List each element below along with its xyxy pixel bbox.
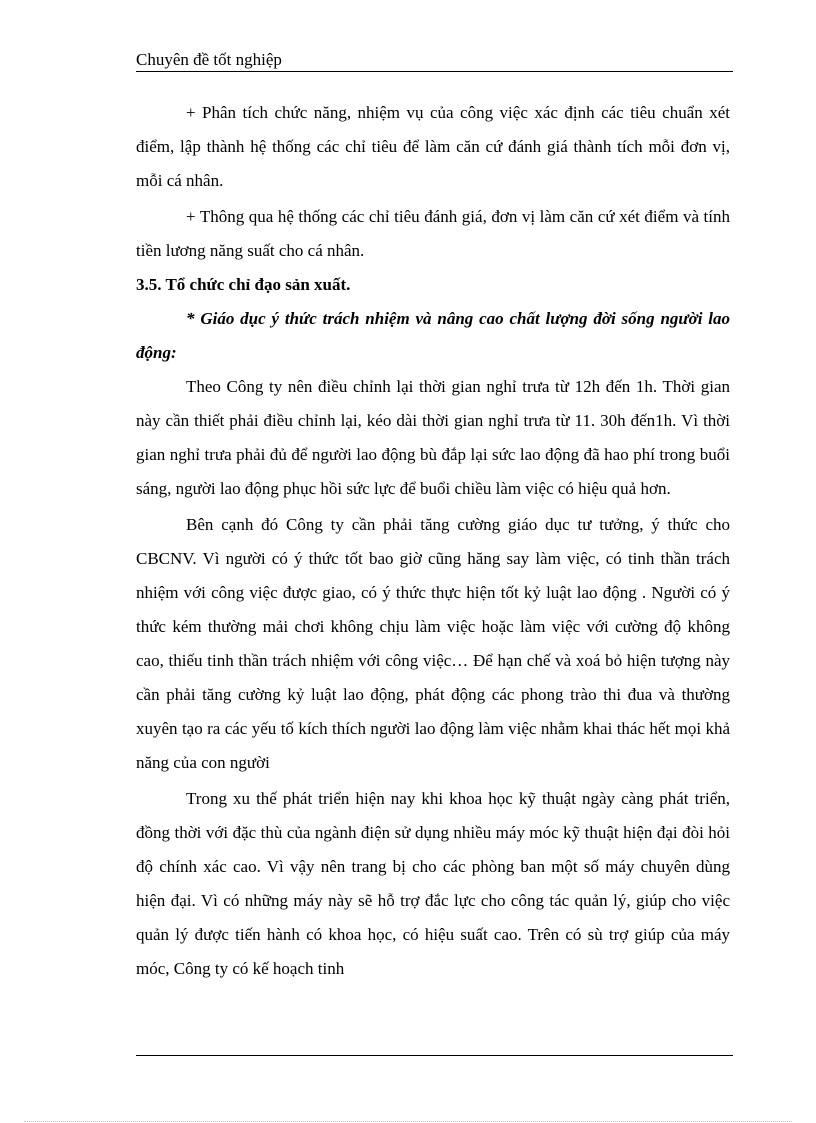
- document-body: [136, 96, 730, 986]
- section-subheading: * Giáo dục ý thức trách nhiệm và nâng cao chất lượng đời sống người lao động:: [136, 309, 730, 362]
- paragraph-ideology: Bên cạnh đó Công ty cần phải tăng cường giáo dục tư tưởng, ý thức cho CBCNV. Vì người có ý thức tốt bao giờ cũng hăng say làm việc, có tinh thần trách nhiệm với công việc được giao, có ý thức thực hiện tốt kỷ luật lao động . Người có ý thức kém thường mải chơi không chịu làm việc hoặc làm việc với cường độ không cao, thiếu tinh thần trách nhiệm với công việc… Để hạn chế và xoá bỏ hiện tượng này cần phải tăng cường kỷ luật lao động, phát động các phong trào thi đua và thường xuyên tạo ra các yếu tố kích thích người lao động làm việc nhằm khai thác hết mọi khả năng của con người: [136, 515, 730, 772]
- page-header-title: Chuyên đề tốt nghiệp: [136, 50, 282, 69]
- header-rule: [136, 71, 733, 72]
- paragraph-criteria: + Phân tích chức năng, nhiệm vụ của công việc xác định các tiêu chuẩn xét điểm, lập thành hệ thống các chỉ tiêu để làm căn cứ đánh giá thành tích mỗi đơn vị, mỗi cá nhân.: [136, 103, 730, 190]
- paragraph-evaluation: + Thông qua hệ thống các chỉ tiêu đánh giá, đơn vị làm căn cứ xét điểm và tính tiền lương năng suất cho cá nhân.: [136, 207, 730, 260]
- footer-rule: [136, 1055, 733, 1056]
- paragraph-equipment: Trong xu thế phát triển hiện nay khi khoa học kỹ thuật ngày càng phát triển, đồng thời với đặc thù của ngành điện sử dụng nhiều máy móc kỹ thuật hiện đại đòi hỏi độ chính xác cao. Vì vậy nên trang bị cho các phòng ban một số máy chuyên dùng hiện đại. Vì có những máy này sẽ hỗ trợ đắc lực cho công tác quản lý, giúp cho việc quản lý được tiến hành có khoa học, có hiệu suất cao. Trên có sù trợ giúp của máy móc, Công ty có kế hoạch tinh: [136, 789, 730, 978]
- page-edge: [24, 1121, 792, 1122]
- section-heading: 3.5. Tổ chức chỉ đạo sản xuất.: [136, 275, 351, 294]
- paragraph-lunch-break: Theo Công ty nên điều chỉnh lại thời gian nghỉ trưa từ 12h đến 1h. Thời gian này cần thiết phải điều chỉnh lại, kéo dài thời gian nghỉ trưa từ 11. 30h đến1h. Vì thời gian nghỉ trưa phải đủ để người lao động bù đắp lại sức lao động đã hao phí trong buổi sáng, người lao động phục hồi sức lực để buổi chiều làm việc có hiệu quả hơn.: [136, 377, 730, 498]
